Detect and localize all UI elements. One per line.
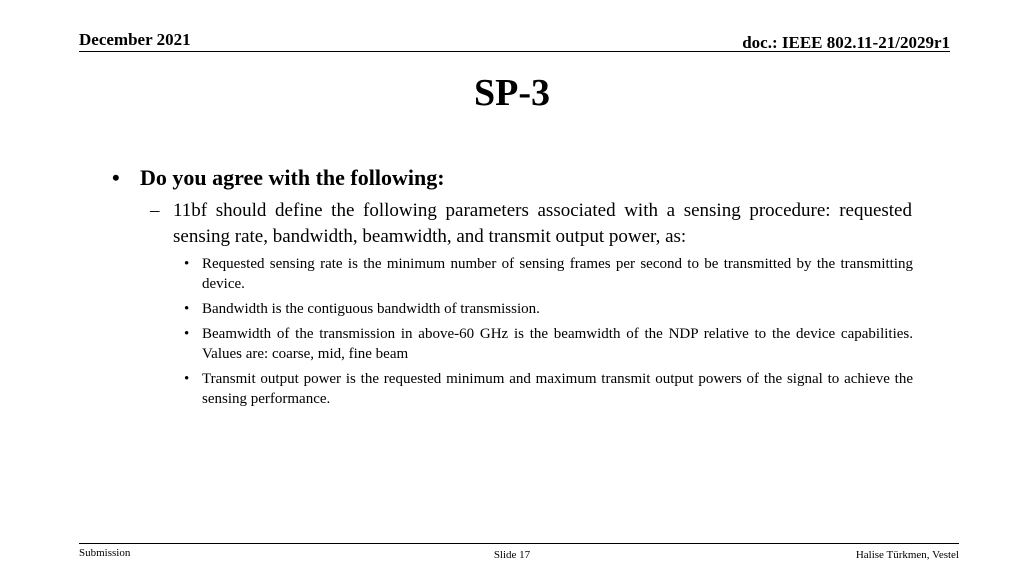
footer-author: Halise Türkmen, Vestel [855,549,959,561]
header-date: December 2021 [79,30,191,49]
bullet-icon: • [112,165,120,190]
level2-bullet-item [150,198,912,250]
level2-text: 11bf should define the following parameters associated with a sensing procedure: requested sensing rate, bandwidth, beamwidth, and transmit output power, as: [173,200,912,247]
level1-text: Do you agree with the following: [140,165,445,190]
footer-slide-number: Slide 17 [493,549,531,561]
level3-text: Requested sensing rate is the minimum number of sensing frames per second to be transmitted by the transmitting device. [202,256,913,292]
level3-bullet-item [184,299,913,319]
header-doc-id: doc.: IEEE 802.11-21/2029r1 [742,33,950,52]
level3-bullet-item [184,254,913,294]
level3-bullet-item [184,369,913,409]
slide-title: SP-3 [474,72,550,114]
bullet-icon: • [184,256,190,272]
bullet-icon: • [184,326,190,342]
header-divider [79,51,950,52]
bullet-icon: • [184,371,190,387]
bullet-icon: • [184,301,190,317]
level3-bullet-item [184,324,913,364]
level3-text: Bandwidth is the contiguous bandwidth of transmission. [202,301,540,317]
footer-submission: Submission [79,547,131,559]
level3-text: Transmit output power is the requested minimum and maximum transmit output powers of the signal to achieve the sensing performance. [202,371,913,407]
level3-text: Beamwidth of the transmission in above-60 GHz is the beamwidth of the NDP relative to the device capabilities. Values are: coarse, mid, fine beam [202,326,913,362]
level3-bullet-list [184,254,913,414]
dash-icon: – [150,200,160,221]
footer-divider [79,543,959,544]
